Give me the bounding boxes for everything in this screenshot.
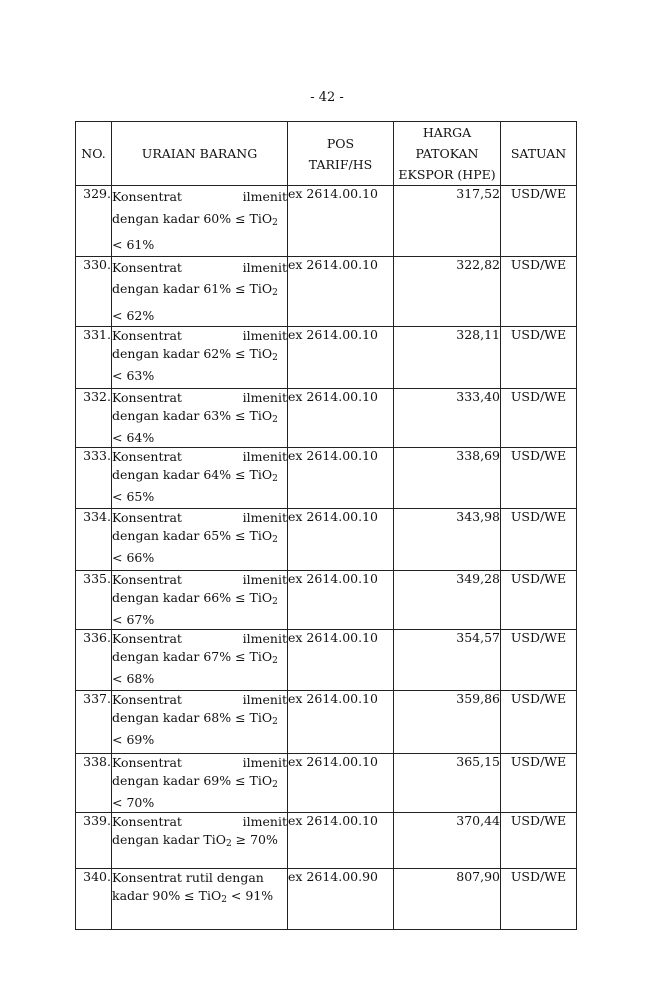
row-description: Konsentrat rutil dengan kadar 90% ≤ TiO$_2$ < 91% [112, 869, 288, 930]
row-number: 330. [76, 256, 112, 327]
row-number: 334. [76, 509, 112, 571]
row-unit: USD/WE [501, 754, 577, 813]
row-number: 332. [76, 389, 112, 448]
row-unit: USD/WE [501, 869, 577, 930]
row-unit: USD/WE [501, 448, 577, 509]
header-no: NO. [76, 122, 112, 186]
row-number: 333. [76, 448, 112, 509]
table-row [76, 754, 577, 813]
row-unit: USD/WE [501, 691, 577, 754]
row-description: Konsentrat ilmenit dengan kadar 66% ≤ TiO$_2$ < 67% [112, 571, 288, 630]
row-description: Konsentrat ilmenit dengan kadar 61% ≤ TiO$_2$ < 62% [112, 256, 288, 327]
row-price: 343,98 [394, 509, 501, 571]
row-pos-tarif: ex 2614.00.10 [288, 448, 394, 509]
row-unit: USD/WE [501, 571, 577, 630]
row-description: Konsentrat ilmenit dengan kadar 68% ≤ TiO$_2$ < 69% [112, 691, 288, 754]
table-row [76, 186, 577, 257]
table-row [76, 256, 577, 327]
page-number: - 42 - [310, 90, 344, 105]
table-row [76, 327, 577, 389]
row-unit: USD/WE [501, 327, 577, 389]
row-description: Konsentrat ilmenit dengan kadar 69% ≤ TiO$_2$ < 70% [112, 754, 288, 813]
row-number: 340. [76, 869, 112, 930]
header-pos-line2: TARIF/HS [308, 156, 373, 172]
row-pos-tarif: ex 2614.00.10 [288, 571, 394, 630]
header-pos-tarif [288, 122, 394, 186]
row-description: Konsentrat ilmenit dengan kadar 63% ≤ TiO$_2$ < 64% [112, 389, 288, 448]
row-pos-tarif: ex 2614.00.10 [288, 691, 394, 754]
row-number: 329. [76, 186, 112, 257]
table-row [76, 691, 577, 754]
row-number: 337. [76, 691, 112, 754]
row-pos-tarif: ex 2614.00.90 [288, 869, 394, 930]
row-description: Konsentrat ilmenit dengan kadar 67% ≤ TiO$_2$ < 68% [112, 630, 288, 691]
row-number: 331. [76, 327, 112, 389]
table-row [76, 448, 577, 509]
table-header-row [76, 122, 577, 186]
row-price: 370,44 [394, 813, 501, 869]
row-price: 317,52 [394, 186, 501, 257]
table-row [76, 509, 577, 571]
row-unit: USD/WE [501, 509, 577, 571]
row-number: 335. [76, 571, 112, 630]
hpe-table [75, 121, 577, 930]
row-price: 349,28 [394, 571, 501, 630]
row-price: 359,86 [394, 691, 501, 754]
table-row [76, 389, 577, 448]
table-row [76, 869, 577, 930]
row-price: 333,40 [394, 389, 501, 448]
row-unit: USD/WE [501, 389, 577, 448]
header-price-line2: PATOKAN [415, 146, 479, 161]
header-description: URAIAN BARANG [112, 122, 288, 186]
row-unit: USD/WE [501, 813, 577, 869]
row-price: 354,57 [394, 630, 501, 691]
row-pos-tarif: ex 2614.00.10 [288, 630, 394, 691]
row-pos-tarif: ex 2614.00.10 [288, 186, 394, 257]
row-unit: USD/WE [501, 256, 577, 327]
row-pos-tarif: ex 2614.00.10 [288, 256, 394, 327]
table-row [76, 813, 577, 869]
row-price: 338,69 [394, 448, 501, 509]
header-price [394, 122, 501, 186]
row-pos-tarif: ex 2614.00.10 [288, 509, 394, 571]
row-price: 328,11 [394, 327, 501, 389]
header-unit: SATUAN [501, 122, 577, 186]
row-description: Konsentrat ilmenit dengan kadar 65% ≤ TiO$_2$ < 66% [112, 509, 288, 571]
row-pos-tarif: ex 2614.00.10 [288, 327, 394, 389]
row-pos-tarif: ex 2614.00.10 [288, 389, 394, 448]
row-unit: USD/WE [501, 630, 577, 691]
row-price: 807,90 [394, 869, 501, 930]
table-row [76, 571, 577, 630]
row-price: 365,15 [394, 754, 501, 813]
header-price-line3: EKSPOR (HPE) [398, 167, 496, 182]
row-pos-tarif: ex 2614.00.10 [288, 754, 394, 813]
header-price-line1: HARGA [422, 125, 472, 140]
row-unit: USD/WE [501, 186, 577, 257]
row-description: Konsentrat ilmenit dengan kadar 62% ≤ TiO$_2$ < 63% [112, 327, 288, 389]
header-pos-line1: POS [326, 135, 355, 151]
row-description: Konsentrat ilmenit dengan kadar 64% ≤ TiO$_2$ < 65% [112, 448, 288, 509]
table-row [76, 630, 577, 691]
row-number: 336. [76, 630, 112, 691]
row-pos-tarif: ex 2614.00.10 [288, 813, 394, 869]
row-number: 338. [76, 754, 112, 813]
row-number: 339. [76, 813, 112, 869]
row-description: Konsentrat ilmenit dengan kadar TiO$_2$ ≥ 70% [112, 813, 288, 869]
row-price: 322,82 [394, 256, 501, 327]
row-description: Konsentrat ilmenit dengan kadar 60% ≤ TiO$_2$ < 61% [112, 186, 288, 257]
